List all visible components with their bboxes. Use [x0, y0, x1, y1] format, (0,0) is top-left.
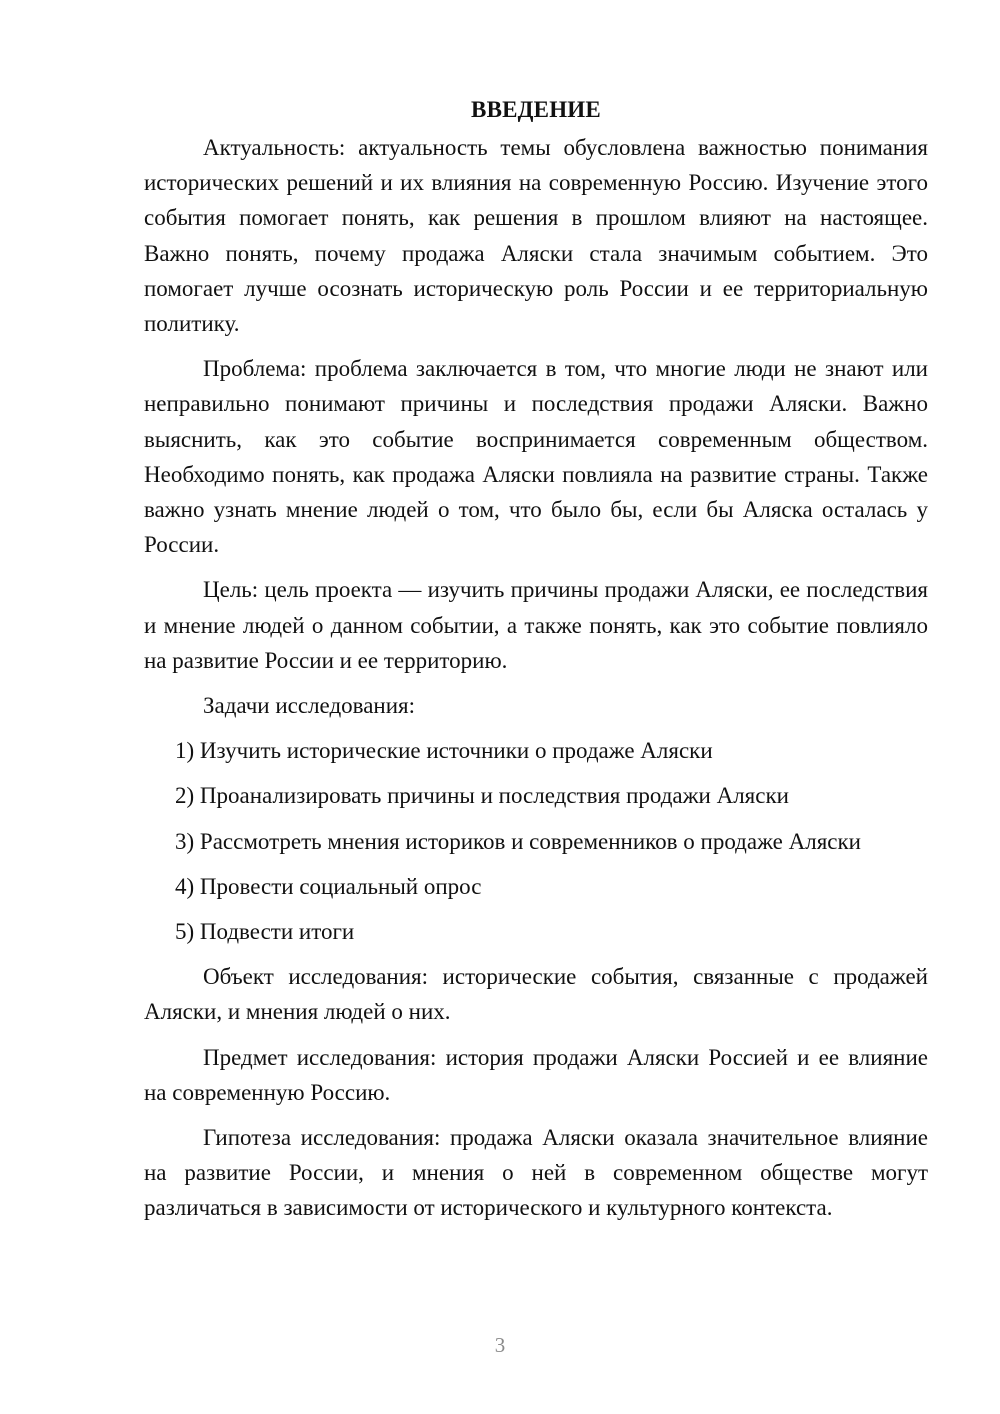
tasks-heading: Задачи исследования: — [203, 693, 416, 719]
paragraph-goal: Цель: цель проекта — изучить причины продажи Аляски, ее последствия и мнение людей о данном событии, а также понять, как это событие повлияло на развитие России и ее территорию. — [144, 577, 928, 673]
page-content — [144, 92, 928, 1236]
paragraph-relevance: Актуальность: актуальность темы обусловлена важностью понимания исторических решений и их влияния на современную Россию. Изучение этого события помогает понять, как решения в прошлом влияют на настоящее. Важно понять, почему продажа Аляски стала значимым событием. Это помогает лучше осознать историческую роль России и ее территориальную политику. — [144, 135, 928, 337]
list-item: 2) Проанализировать причины и последствия продажи Аляски — [175, 783, 789, 809]
paragraph-problem: Проблема: проблема заключается в том, что многие люди не знают или неправильно понимают причины и последствия продажи Аляски. Важно выяснить, как это событие воспринимается современным обществом. Необходимо понять, как продажа Аляски повлияла на развитие страны. Также важно узнать мнение людей о том, что было бы, если бы Аляска осталась у России. — [144, 356, 928, 558]
list-item: 5) Подвести итоги — [175, 919, 355, 945]
paragraph-subject: Предмет исследования: история продажи Аляски Россией и ее влияние на современную Россию. — [144, 1044, 928, 1105]
paragraph-object: Объект исследования: исторические события, связанные с продажей Аляски, и мнения людей о них. — [144, 964, 928, 1025]
tasks-list — [144, 733, 928, 949]
page-title: ВВЕДЕНИЕ — [471, 97, 601, 122]
paragraph-hypothesis: Гипотеза исследования: продажа Аляски оказала значительное влияние на развитие России, и мнения о ней в современном обществе могут различаться в зависимости от исторического и культурного контекста. — [144, 1125, 928, 1221]
list-item: 3) Рассмотреть мнения историков и современников о продаже Аляски — [175, 828, 861, 854]
list-item: 4) Провести социальный опрос — [175, 873, 482, 899]
list-item: 1) Изучить исторические источники о продаже Аляски — [175, 738, 713, 764]
page-number: 3 — [494, 1333, 506, 1357]
